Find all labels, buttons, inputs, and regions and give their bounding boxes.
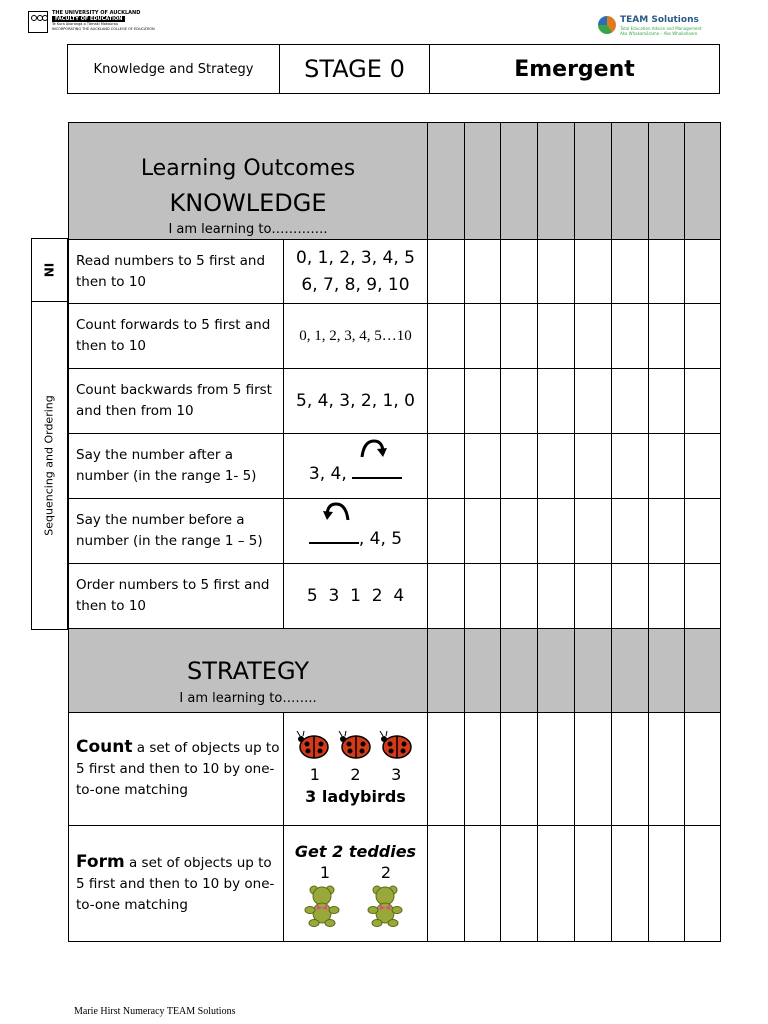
tick-cell[interactable]	[612, 826, 649, 942]
tick-cell[interactable]	[649, 564, 685, 629]
tick-cell[interactable]	[428, 826, 465, 942]
level-label: Emergent	[514, 56, 635, 82]
strategy-prompt: I am learning to……..	[179, 691, 317, 706]
stage-label: STAGE 0	[280, 45, 430, 93]
crest-icon	[28, 11, 48, 33]
tick-cell[interactable]	[612, 713, 649, 826]
tick-cell[interactable]	[685, 826, 721, 942]
tick-cell[interactable]	[465, 369, 501, 434]
ladybird-group	[284, 730, 427, 762]
tick-cell[interactable]	[575, 240, 612, 304]
learning-outcomes-title: Learning Outcomes	[140, 156, 356, 181]
tick-cell[interactable]	[465, 240, 501, 304]
tick-cell[interactable]	[428, 369, 465, 434]
teddies-numbers: 1 2	[319, 862, 392, 882]
outcome-example: , 4, 5	[284, 499, 428, 564]
tick-cell[interactable]	[428, 304, 465, 369]
tick-cell[interactable]	[685, 369, 721, 434]
knowledge-header-row	[69, 123, 721, 240]
table-row	[69, 713, 721, 826]
ladybird-icon	[296, 730, 332, 760]
strategy-title: STRATEGY	[186, 657, 310, 685]
side-label-sequencing: Sequencing and Ordering	[31, 301, 68, 630]
university-of-auckland-logo: THE UNIVERSITY OF AUCKLAND FACULTY OF EDUCATION Te Kura Akoranga o Tāmaki Makaurau INCORPORATING THE AUCKLAND COLLEGE OF EDUCATION	[28, 10, 140, 36]
tick-cell[interactable]	[649, 369, 685, 434]
curved-arrow-back-icon	[322, 500, 354, 522]
tick-cell[interactable]	[685, 499, 721, 564]
outcome-example: 3, 4,	[284, 434, 428, 499]
table-row	[69, 240, 721, 304]
tick-cell[interactable]	[612, 240, 649, 304]
knowledge-title: KNOWLEDGE	[169, 189, 327, 217]
tick-cell[interactable]	[685, 564, 721, 629]
tick-cell[interactable]	[575, 369, 612, 434]
outcome-example: 0, 1, 2, 3, 4, 5 6, 7, 8, 9, 10	[284, 240, 428, 304]
outcome-desc: Read numbers to 5 first and then to 10	[69, 240, 284, 304]
table-row	[69, 826, 721, 942]
tick-cell[interactable]	[612, 369, 649, 434]
tick-cell[interactable]	[465, 434, 501, 499]
team-swirl-icon	[598, 16, 616, 34]
strategy-desc: Form a set of objects up to 5 first and then to 10 by one-to-one matching	[69, 826, 284, 942]
tick-cell[interactable]	[428, 713, 465, 826]
outcome-desc: Say the number after a number (in the range 1- 5)	[69, 434, 284, 499]
tick-cell[interactable]	[428, 240, 465, 304]
tick-cell[interactable]	[465, 826, 501, 942]
tick-cell[interactable]	[649, 499, 685, 564]
tick-cell[interactable]	[685, 713, 721, 826]
ladybird-caption: 3 ladybirds	[305, 787, 406, 806]
tick-cell[interactable]	[501, 564, 538, 629]
outcome-example: 5, 4, 3, 2, 1, 0	[284, 369, 428, 434]
table-row	[69, 564, 721, 629]
tick-cell[interactable]	[465, 304, 501, 369]
tick-cell[interactable]	[501, 369, 538, 434]
tick-cell[interactable]	[465, 713, 501, 826]
knowledge-prompt: I am learning to………….	[168, 222, 328, 237]
tick-cell[interactable]	[685, 434, 721, 499]
tick-cell[interactable]	[575, 434, 612, 499]
tick-cell[interactable]	[685, 240, 721, 304]
team-solutions-logo: TEAM Solutions Total Education Advice and Management Ako Whakamārama – Ako Whakahaere	[598, 14, 708, 40]
tick-cell[interactable]	[501, 713, 538, 826]
tick-cell[interactable]	[538, 564, 575, 629]
table-row	[69, 499, 721, 564]
footer-credit: Marie Hirst Numeracy TEAM Solutions	[74, 1006, 236, 1017]
tick-cell[interactable]	[501, 826, 538, 942]
tick-cell[interactable]	[538, 369, 575, 434]
tick-cell[interactable]	[575, 713, 612, 826]
tick-cell[interactable]	[649, 304, 685, 369]
tick-cell[interactable]	[612, 499, 649, 564]
tick-cell[interactable]	[649, 434, 685, 499]
teddy-bear-icon	[365, 883, 409, 927]
teddies-caption: Get 2 teddies	[294, 841, 417, 861]
tick-cell[interactable]	[501, 304, 538, 369]
side-label-ni: NI	[31, 238, 68, 302]
tick-cell[interactable]	[501, 240, 538, 304]
tick-cell[interactable]	[575, 304, 612, 369]
strategy-header-row	[69, 629, 721, 713]
teddy-bear-icon	[302, 883, 346, 927]
strategy-example	[284, 713, 428, 826]
tick-cell[interactable]	[575, 826, 612, 942]
outcome-example: 5 3 1 2 4	[284, 564, 428, 629]
tick-cell[interactable]	[428, 564, 465, 629]
table-row	[69, 434, 721, 499]
outcome-desc: Say the number before a number (in the range 1 – 5)	[69, 499, 284, 564]
tick-cell[interactable]	[501, 434, 538, 499]
ladybird-icon	[338, 730, 374, 760]
outcome-desc: Count backwards from 5 first and then from 10	[69, 369, 284, 434]
tick-cell[interactable]	[428, 434, 465, 499]
tick-cell[interactable]	[538, 304, 575, 369]
table-row	[69, 304, 721, 369]
outcome-desc: Count forwards to 5 first and then to 10	[69, 304, 284, 369]
tick-cell[interactable]	[538, 713, 575, 826]
outcome-example: 0, 1, 2, 3, 4, 5…10	[284, 304, 428, 369]
ladybird-icon	[379, 730, 415, 760]
tick-cell[interactable]	[612, 564, 649, 629]
strategy-example	[284, 826, 428, 942]
stage-header	[67, 44, 720, 94]
table-row	[69, 369, 721, 434]
tick-cell[interactable]	[465, 499, 501, 564]
tick-cell[interactable]	[612, 304, 649, 369]
tick-cell[interactable]	[575, 499, 612, 564]
tick-cell[interactable]	[649, 240, 685, 304]
tick-cell[interactable]	[501, 499, 538, 564]
tick-cell[interactable]	[538, 434, 575, 499]
area-label: Knowledge and Strategy	[68, 45, 280, 93]
curved-arrow-icon	[356, 437, 388, 459]
teddy-group	[284, 883, 427, 927]
tick-cell[interactable]	[649, 713, 685, 826]
outcomes-table	[68, 122, 721, 942]
ladybird-numbers: 1 2 3	[309, 765, 402, 784]
tick-cell[interactable]	[428, 499, 465, 564]
tick-cell[interactable]	[538, 826, 575, 942]
strategy-desc: Count a set of objects up to 5 first and then to 10 by one-to-one matching	[69, 713, 284, 826]
tick-cell[interactable]	[685, 304, 721, 369]
tick-cell[interactable]	[465, 564, 501, 629]
tick-cell[interactable]	[649, 826, 685, 942]
tick-cell[interactable]	[538, 499, 575, 564]
outcome-desc: Order numbers to 5 first and then to 10	[69, 564, 284, 629]
tick-cell[interactable]	[612, 434, 649, 499]
tick-cell[interactable]	[575, 564, 612, 629]
tick-cell[interactable]	[538, 240, 575, 304]
